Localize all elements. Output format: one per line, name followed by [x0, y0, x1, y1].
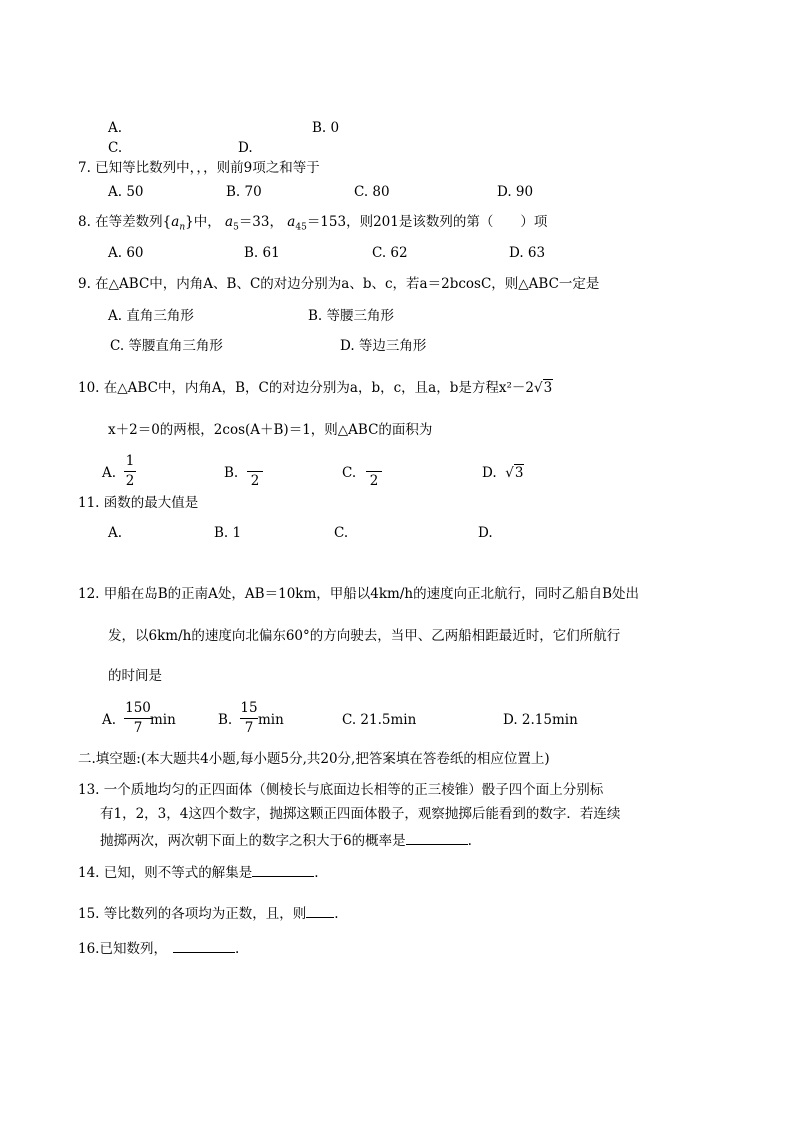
q8-stem-mid: }中，	[185, 214, 221, 230]
q10-option-a-numerator: 1	[125, 453, 135, 469]
q12-line1: 12. 甲船在岛B的正南A处，AB＝10km，甲船以4km/h的速度向正北航行，同时乙船自B处出	[78, 586, 639, 602]
q12-option-b-fraction	[240, 702, 258, 735]
q10-option-d-label: D.	[482, 465, 497, 481]
q8-a45-sub: 45	[295, 222, 307, 233]
q14-stem-text: 14. 已知，则不等式的解集是	[78, 865, 253, 881]
q11-option-d: D.	[478, 525, 493, 541]
q8-a45-var: a	[287, 214, 296, 230]
q7-option-a: A. 50	[108, 184, 144, 200]
q6-option-b: B. 0	[312, 120, 340, 136]
q14-end: .	[314, 865, 319, 881]
q12-option-a-label: A.	[102, 712, 117, 728]
q8-option-a: A. 60	[108, 245, 144, 261]
q15-stem-text: 15. 等比数列的各项均为正数，且，则	[78, 906, 307, 922]
q10-option-a-label: A.	[102, 465, 117, 481]
q13-line2: 有1，2，3，4这四个数字，抛掷这颗正四面体骰子，观察抛掷后能看到的数字．若连续	[100, 806, 621, 822]
q9-option-d: D. 等边三角形	[340, 338, 427, 354]
fraction-bar	[124, 471, 136, 472]
q13-line3-text: 抛掷两次，两次朝下面上的数字之积大于6的概率是	[100, 833, 406, 849]
q6-option-c: C.	[108, 140, 123, 156]
q15-end: .	[334, 906, 339, 922]
fraction-bar	[366, 471, 382, 472]
q10-stem-line2: x＋2＝0的两根，2cos(A＋B)＝1，则△ABC的面积为	[108, 422, 433, 438]
q6-option-d: D.	[238, 140, 253, 156]
q16-end: .	[234, 941, 240, 957]
q11-option-b: B. 1	[214, 525, 242, 541]
q10-option-a-denominator: 2	[125, 472, 135, 489]
q10-option-a-fraction	[124, 455, 136, 488]
q11-option-c: C.	[334, 525, 349, 541]
q8-option-c: C. 62	[372, 245, 408, 261]
q10-option-c-denominator: 2	[369, 473, 379, 489]
sqrt-symbol: √3	[505, 465, 524, 481]
q13-line1: 13. 一个质地均匀的正四面体（侧棱长与底面边长相等的正三棱锥）骰子四个面上分别标	[78, 782, 604, 798]
fraction-bar	[240, 718, 258, 719]
q10-option-b-label: B.	[224, 465, 239, 481]
q16-stem-text: 16.已知数列，	[78, 941, 167, 957]
q8-a5-sub: 5	[233, 222, 239, 233]
q8-stem	[78, 216, 547, 233]
q7-stem: 7. 已知等比数列中，，，则前9项之和等于	[78, 160, 320, 176]
q14-stem	[78, 864, 319, 881]
q9-option-b: B. 等腰三角形	[308, 308, 395, 324]
q8-a5-var: a	[225, 214, 234, 230]
q12-option-b-unit: min	[258, 712, 284, 728]
q12-line2: 发，以6km/h的速度向北偏东60°的方向驶去，当甲、乙两船相距最近时，它们所航行	[108, 628, 621, 644]
q12-option-c: C. 21.5min	[342, 712, 417, 728]
q11-option-a: A.	[108, 525, 123, 541]
q7-option-b: B. 70	[226, 184, 262, 200]
q8-option-d: D. 63	[509, 245, 546, 261]
q16-stem	[78, 940, 239, 957]
sqrt-symbol: √3	[533, 380, 553, 396]
q12-option-b-numerator: 15	[240, 700, 258, 716]
q8-a45-value: ＝153，则201是该数列的第（ ）项	[306, 214, 548, 230]
q7-option-d: D. 90	[497, 184, 534, 200]
q12-option-a-denominator: 7	[133, 719, 143, 736]
q12-option-a-numerator: 150	[125, 700, 151, 716]
section-heading-fill-in: 二.填空题:(本大题共4小题,每小题5分,共20分,把答案填在答卷纸的相应位置上)	[78, 751, 550, 767]
q10-sqrt-arg: 3	[543, 380, 553, 396]
q8-stem-prefix: 8. 在等差数列{	[78, 214, 172, 230]
q13-line3	[100, 832, 472, 849]
q12-option-b-label: B.	[218, 712, 233, 728]
q7-option-c: C. 80	[354, 184, 390, 200]
q10-option-c-label: C.	[342, 465, 357, 481]
q10-option-c-fraction	[366, 469, 382, 489]
q10-stem-line1	[78, 382, 553, 396]
q12-option-b-denominator: 7	[244, 719, 254, 736]
q10-option-d	[482, 467, 524, 481]
answer-blank	[306, 905, 334, 918]
q12-option-a-unit: min	[150, 712, 176, 728]
q8-sequence-sub: n	[179, 222, 186, 233]
q6-option-a: A.	[108, 120, 123, 136]
q8-sequence-var: a	[171, 214, 180, 230]
q10-option-b-fraction	[247, 469, 263, 489]
q8-option-b: B. 61	[244, 245, 280, 261]
answer-blank	[252, 864, 314, 877]
answer-blank	[173, 940, 235, 953]
fraction-bar	[247, 471, 263, 472]
q13-end: .	[467, 833, 472, 849]
q12-option-d: D. 2.15min	[503, 712, 578, 728]
q8-a5-value: ＝33，	[238, 214, 283, 230]
q15-stem	[78, 905, 339, 922]
q10-option-b-denominator: 2	[250, 473, 260, 489]
q10-option-d-sqrt-arg: 3	[514, 465, 524, 481]
q10-stem-text: 10. 在△ABC中，内角A，B，C的对边分别为a，b，c，且a，b是方程x²－2	[78, 380, 534, 396]
q9-option-c: C. 等腰直角三角形	[110, 338, 223, 354]
q12-line3: 的时间是	[108, 668, 162, 684]
answer-blank	[406, 832, 468, 845]
q11-stem: 11. 函数的最大值是	[78, 495, 199, 511]
fraction-bar	[124, 718, 152, 719]
q9-option-a: A. 直角三角形	[108, 308, 194, 324]
q12-option-a-fraction	[124, 702, 152, 735]
q9-stem: 9. 在△ABC中，内角A、B、C的对边分别为a、b、c，若a＝2bcosC，则△ABC一定是	[78, 276, 600, 292]
